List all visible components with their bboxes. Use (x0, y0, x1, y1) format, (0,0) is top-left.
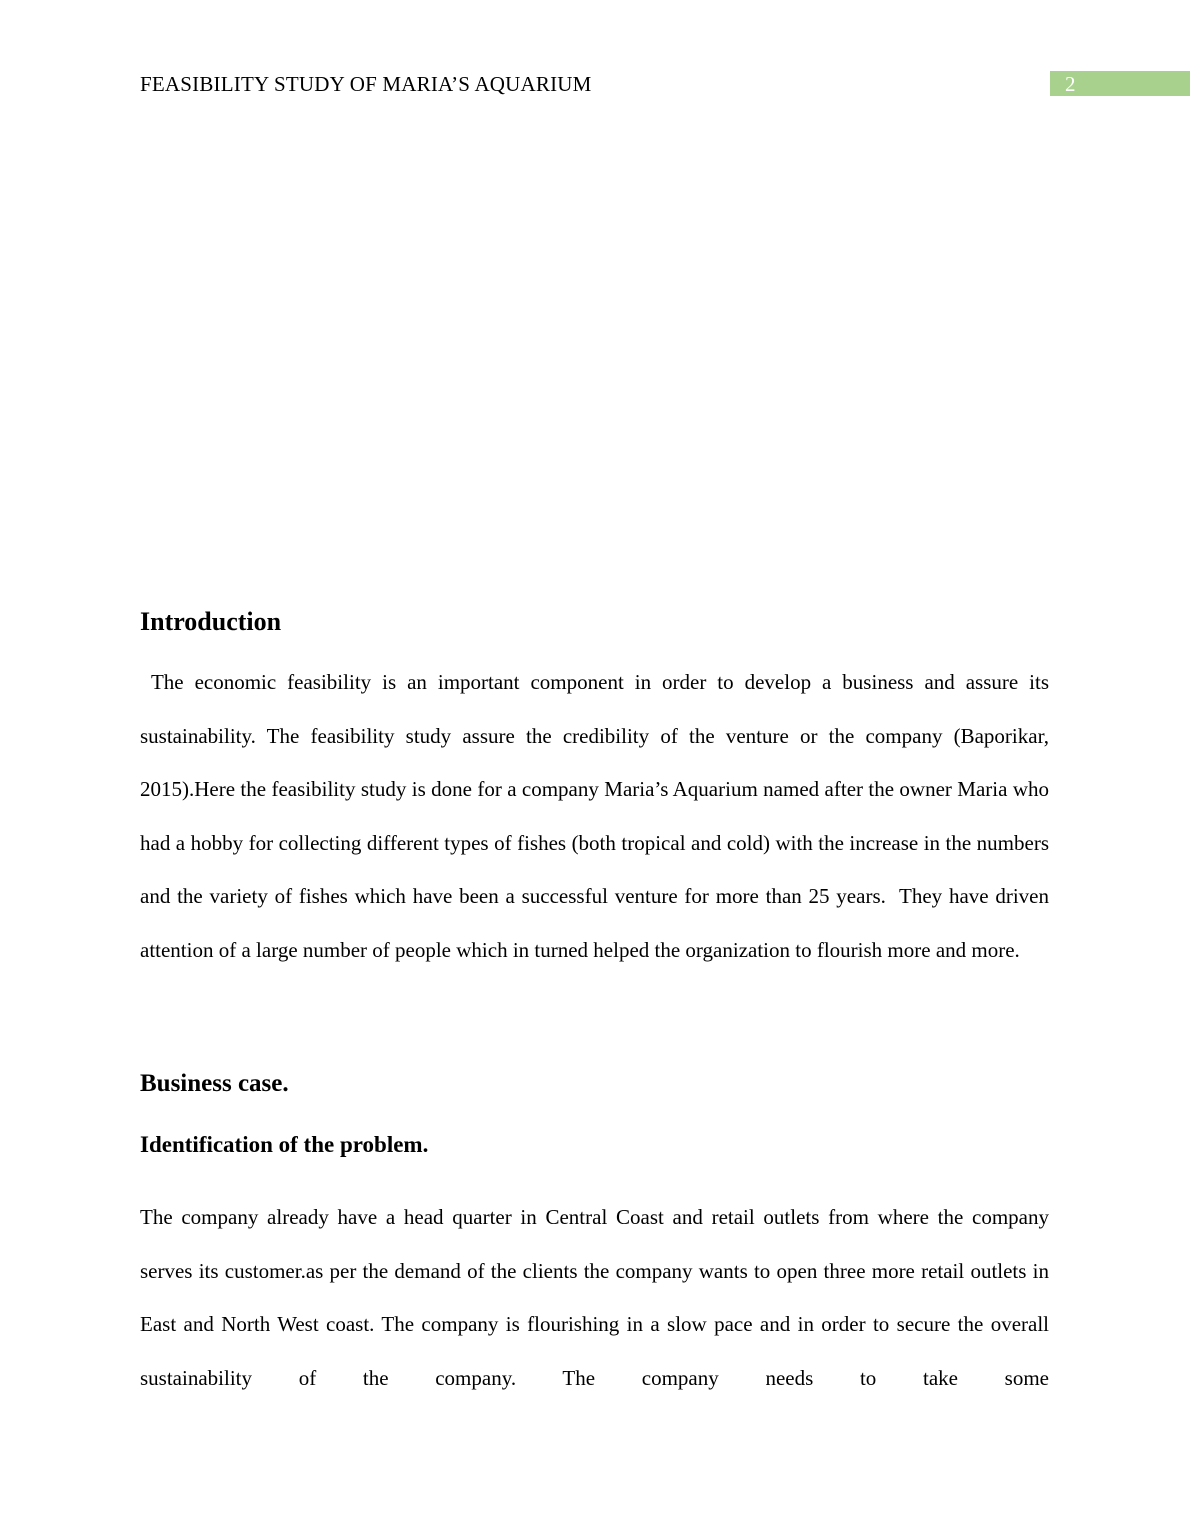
page-number-badge: 2 (1050, 71, 1190, 96)
introduction-heading: Introduction (140, 607, 282, 636)
problem-identification-heading: Identification of the problem. (140, 1132, 429, 1157)
business-case-heading: Business case. (140, 1070, 289, 1097)
problem-paragraph: The company already have a head quarter in Central Coast and retail outlets from where the company serves its customer.as per the demand of the clients the company wants to open three more retail outlets in East and North West coast. The company is flourishing in a slow pace and in order to secure the overall sustainability of the company. The company needs to take some (140, 1205, 1049, 1390)
running-head-title: FEASIBILITY STUDY OF MARIA’S AQUARIUM (140, 72, 592, 96)
introduction-paragraph: The economic feasibility is an important component in order to develop a business and assure its sustainability. The feasibility study assure the credibility of the venture or the company (Baporikar, 2015).Here the feasibility study is done for a company Maria’s Aquarium named after the owner Maria who had a hobby for collecting different types of fishes (both tropical and cold) with the increase in the numbers and the variety of fishes which have been a successful venture for more than 25 years. They have driven attention of a large number of people which in turned helped the organization to flourish more and more. (140, 670, 1055, 962)
